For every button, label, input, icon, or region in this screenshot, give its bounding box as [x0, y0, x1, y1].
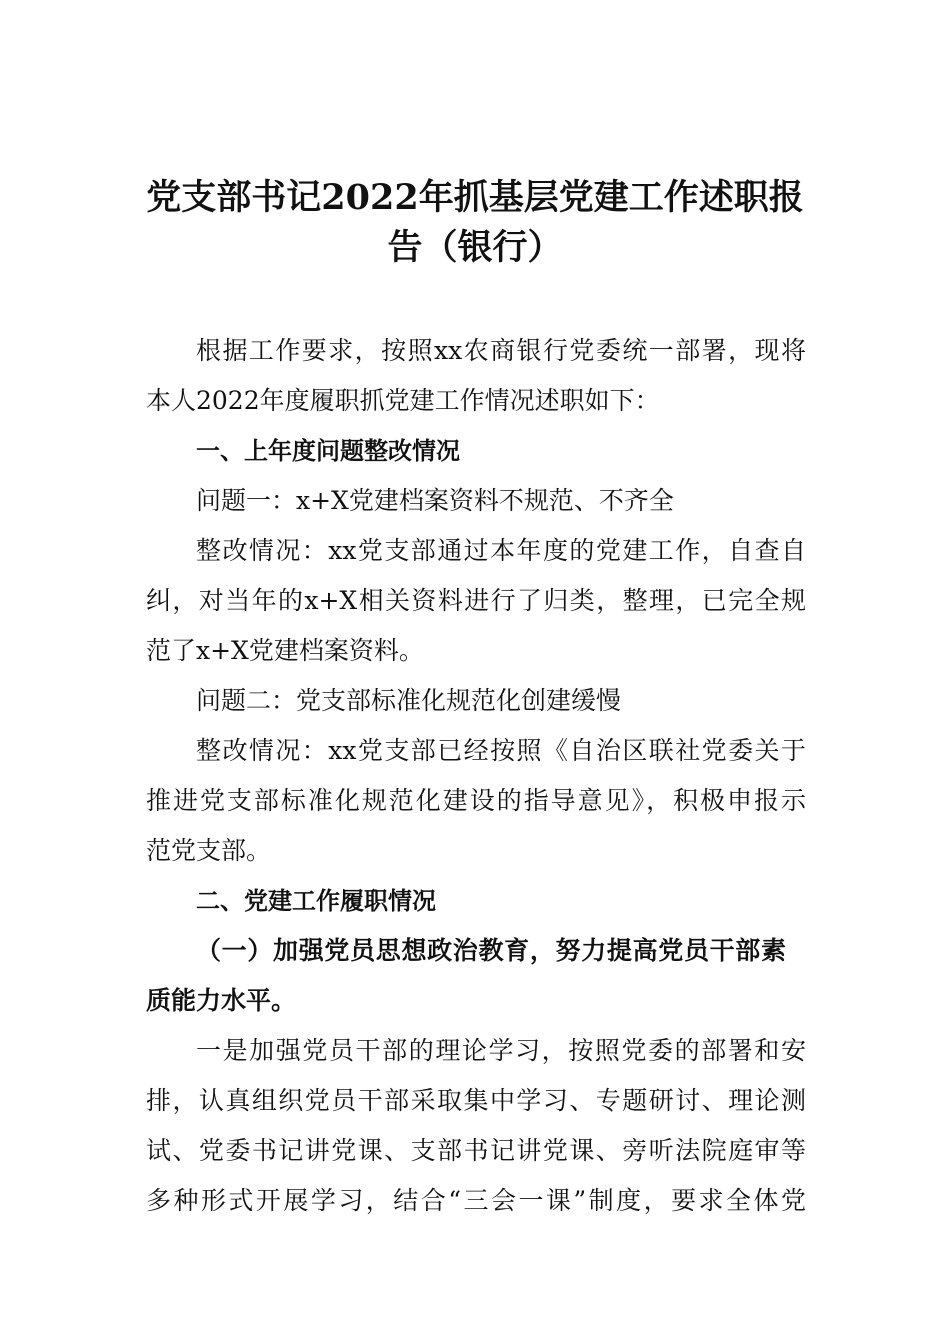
paragraph-line: 推进党支部标准化规范化建设的指导意见》，积极申报示: [146, 786, 806, 815]
section-heading: 二、党建工作履职情况: [196, 887, 436, 915]
paragraph-line: 问题一：x+X党建档案资料不规范、不齐全: [196, 486, 674, 515]
section-heading: 一、上年度问题整改情况: [196, 437, 460, 465]
paragraph-line: 整改情况：xx党支部通过本年度的党建工作，自查自: [196, 536, 806, 565]
paragraph-line: 多种形式开展学习，结合“三会一课”制度，要求全体党: [146, 1186, 806, 1215]
paragraph-line: 本人2022年度履职抓党建工作情况述职如下：: [146, 386, 660, 415]
paragraph-line: 整改情况：xx党支部已经按照《自治区联社党委关于: [196, 736, 806, 765]
paragraph-line: 纠，对当年的x+X相关资料进行了归类，整理，已完全规: [146, 586, 806, 615]
paragraph-line: 根据工作要求，按照xx农商银行党委统一部署，现将: [196, 336, 806, 365]
document-title-line-1: 党支部书记2022年抓基层党建工作述职报: [146, 177, 804, 218]
paragraph-line: 排，认真组织党员干部采取集中学习、专题研讨、理论测: [146, 1086, 806, 1115]
paragraph-line: 范了x+X党建档案资料。: [146, 636, 424, 665]
paragraph-line: 一是加强党员干部的理论学习，按照党委的部署和安: [196, 1036, 806, 1065]
subsection-heading: 质能力水平。: [146, 986, 297, 1015]
paragraph-line: 试、党委书记讲党课、支部书记讲党课、旁听法院庭审等: [146, 1136, 806, 1165]
paragraph-line: 范党支部。: [146, 836, 272, 865]
paragraph-line: 问题二：党支部标准化规范化创建缓慢: [196, 686, 622, 715]
document-title-line-2: 告（银行）: [387, 227, 563, 268]
subsection-heading: （一）加强党员思想政治教育，努力提高党员干部素: [196, 936, 786, 965]
